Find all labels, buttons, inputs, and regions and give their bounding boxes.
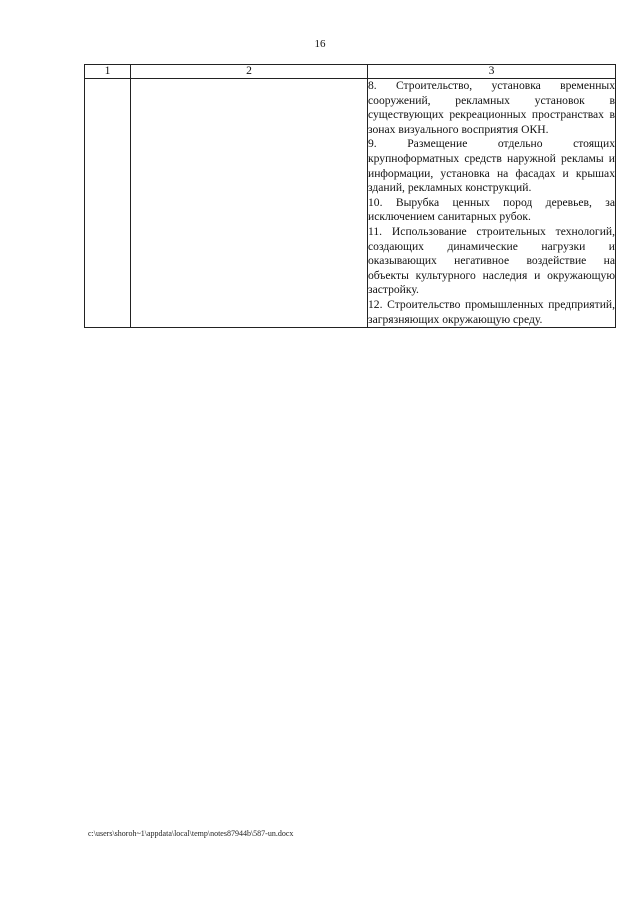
list-item-11: 11. Использование строительных технологий, создающих динамические нагрузки и оказывающих негативное воздействие на объекты культурного наследия и окружающую застройку. bbox=[368, 224, 615, 297]
column-header-1: 1 bbox=[85, 65, 131, 79]
list-item-10: 10. Вырубка ценных пород деревьев, за исключением санитарных рубок. bbox=[368, 195, 615, 224]
list-item-8: 8. Строительство, установка временных сооружений, рекламных установок в существующих рекреационных пространствах в зонах визуального восприятия ОКН. bbox=[368, 79, 615, 136]
column-header-2: 2 bbox=[131, 65, 368, 79]
table-row bbox=[85, 79, 616, 328]
table-cell-col1 bbox=[85, 79, 131, 328]
table-cell-col2 bbox=[131, 79, 368, 328]
table-header-row bbox=[85, 65, 616, 79]
list-item-9: 9. Размещение отдельно стоящих крупноформатных средств наружной рекламы и информации, установка на фасадах и крышах зданий, рекламных конструкций. bbox=[368, 137, 615, 195]
column-header-3: 3 bbox=[368, 65, 616, 79]
restrictions-table bbox=[84, 64, 616, 328]
table-cell-col3 bbox=[368, 79, 616, 328]
footer-file-path: c:\users\shoroh~1\appdata\local\temp\notes87944b\587-un.docx bbox=[88, 829, 294, 838]
page-number: 16 bbox=[314, 38, 326, 50]
list-item-12: 12. Строительство промышленных предприятий, загрязняющих окружающую среду. bbox=[368, 297, 615, 326]
